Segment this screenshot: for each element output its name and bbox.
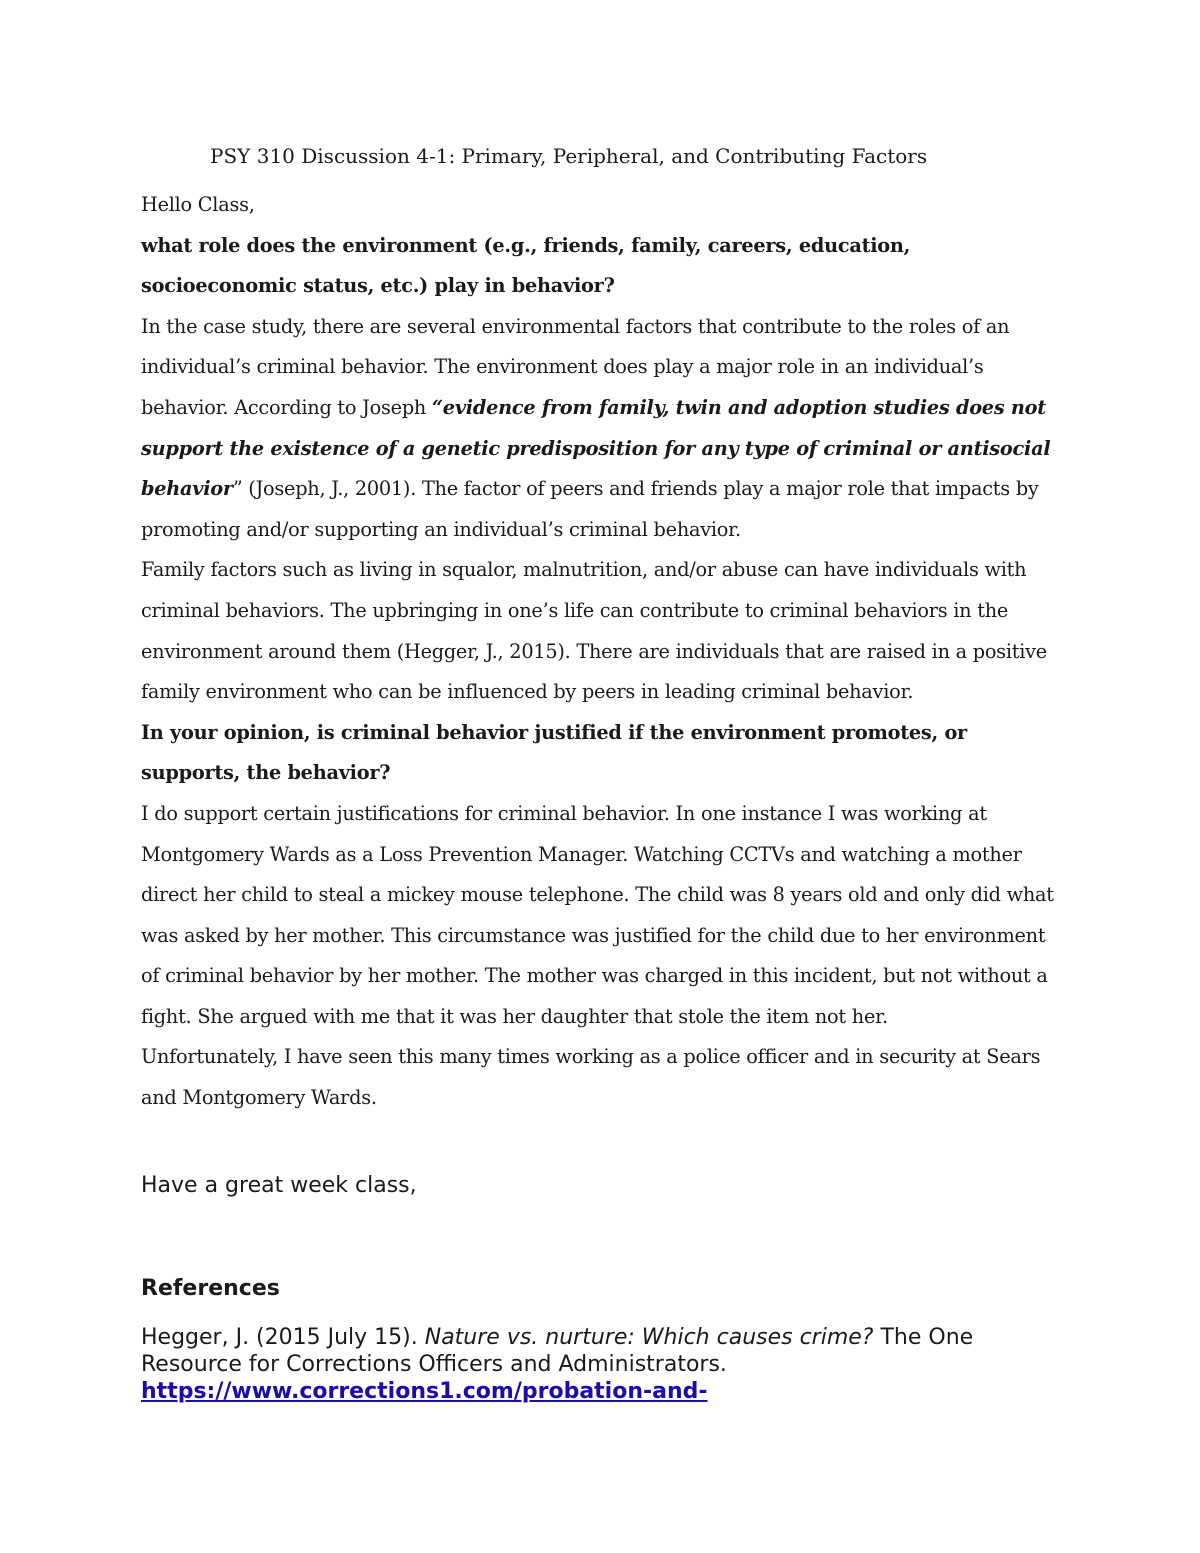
paragraph-text: In the case study, there are several environmental factors that contribute to the roles of an individual’s criminal behavior. The environment does play a major role in an individual’s behavior. According to Joseph: [141, 314, 1010, 419]
greeting: Hello Class,: [141, 193, 255, 216]
reference-publisher: The One Resource for Corrections Officers and Administrators.: [141, 1325, 974, 1377]
question-environment: what role does the environment (e.g., friends, family, careers, education, socioeconomic status, etc.) play in behavior?: [141, 233, 911, 298]
document-body: [141, 185, 1061, 1119]
references-heading: References: [141, 1276, 280, 1301]
paragraph-family: Family factors such as living in squalor, malnutrition, and/or abuse can have individuals with criminal behaviors. The upbringing in one’s life can contribute to criminal behaviors in the environment around them (Hegger, J., 2015). There are individuals that are raised in a positive family environment who can be influenced by peers in leading criminal behavior.: [141, 558, 1047, 704]
reference-author: Hegger, J. (2015 July 15).: [141, 1325, 425, 1350]
reference-entry: [141, 1324, 1071, 1405]
question-justification: In your opinion, is criminal behavior justified if the environment promotes, or supports, the behavior?: [141, 720, 967, 785]
reference-title: Nature vs. nurture: Which causes crime?: [424, 1325, 874, 1350]
paragraph-environment: [141, 307, 1061, 551]
reference-link[interactable]: https://www.corrections1.com/probation-and-: [141, 1379, 708, 1404]
paragraph-experience: Unfortunately, I have seen this many times working as a police officer and in security at Sears and Montgomery Wards.: [141, 1045, 1041, 1110]
paragraph-text: ” (Joseph, J., 2001). The factor of peers and friends play a major role that impacts by promoting and/or supporting an individual’s criminal behavior.: [141, 477, 1039, 541]
closing-line: Have a great week class,: [141, 1173, 417, 1198]
paragraph-justification: I do support certain justifications for criminal behavior. In one instance I was working at Montgomery Wards as a Loss Prevention Manager. Watching CCTVs and watching a mother direct her child to steal a mickey mouse telephone. The child was 8 years old and only did what was asked by her mother. This circumstance was justified for the child due to her environment of criminal behavior by her mother. The mother was charged in this incident, but not without a fight. She argued with me that it was her daughter that stole the item not her.: [141, 801, 1054, 1028]
joseph-quote: “evidence from family, twin and adoption studies does not support the existence of a genetic predisposition for any type of criminal or antisocial behavior: [141, 395, 1051, 501]
document-title: PSY 310 Discussion 4-1: Primary, Peripheral, and Contributing Factors: [210, 144, 928, 168]
